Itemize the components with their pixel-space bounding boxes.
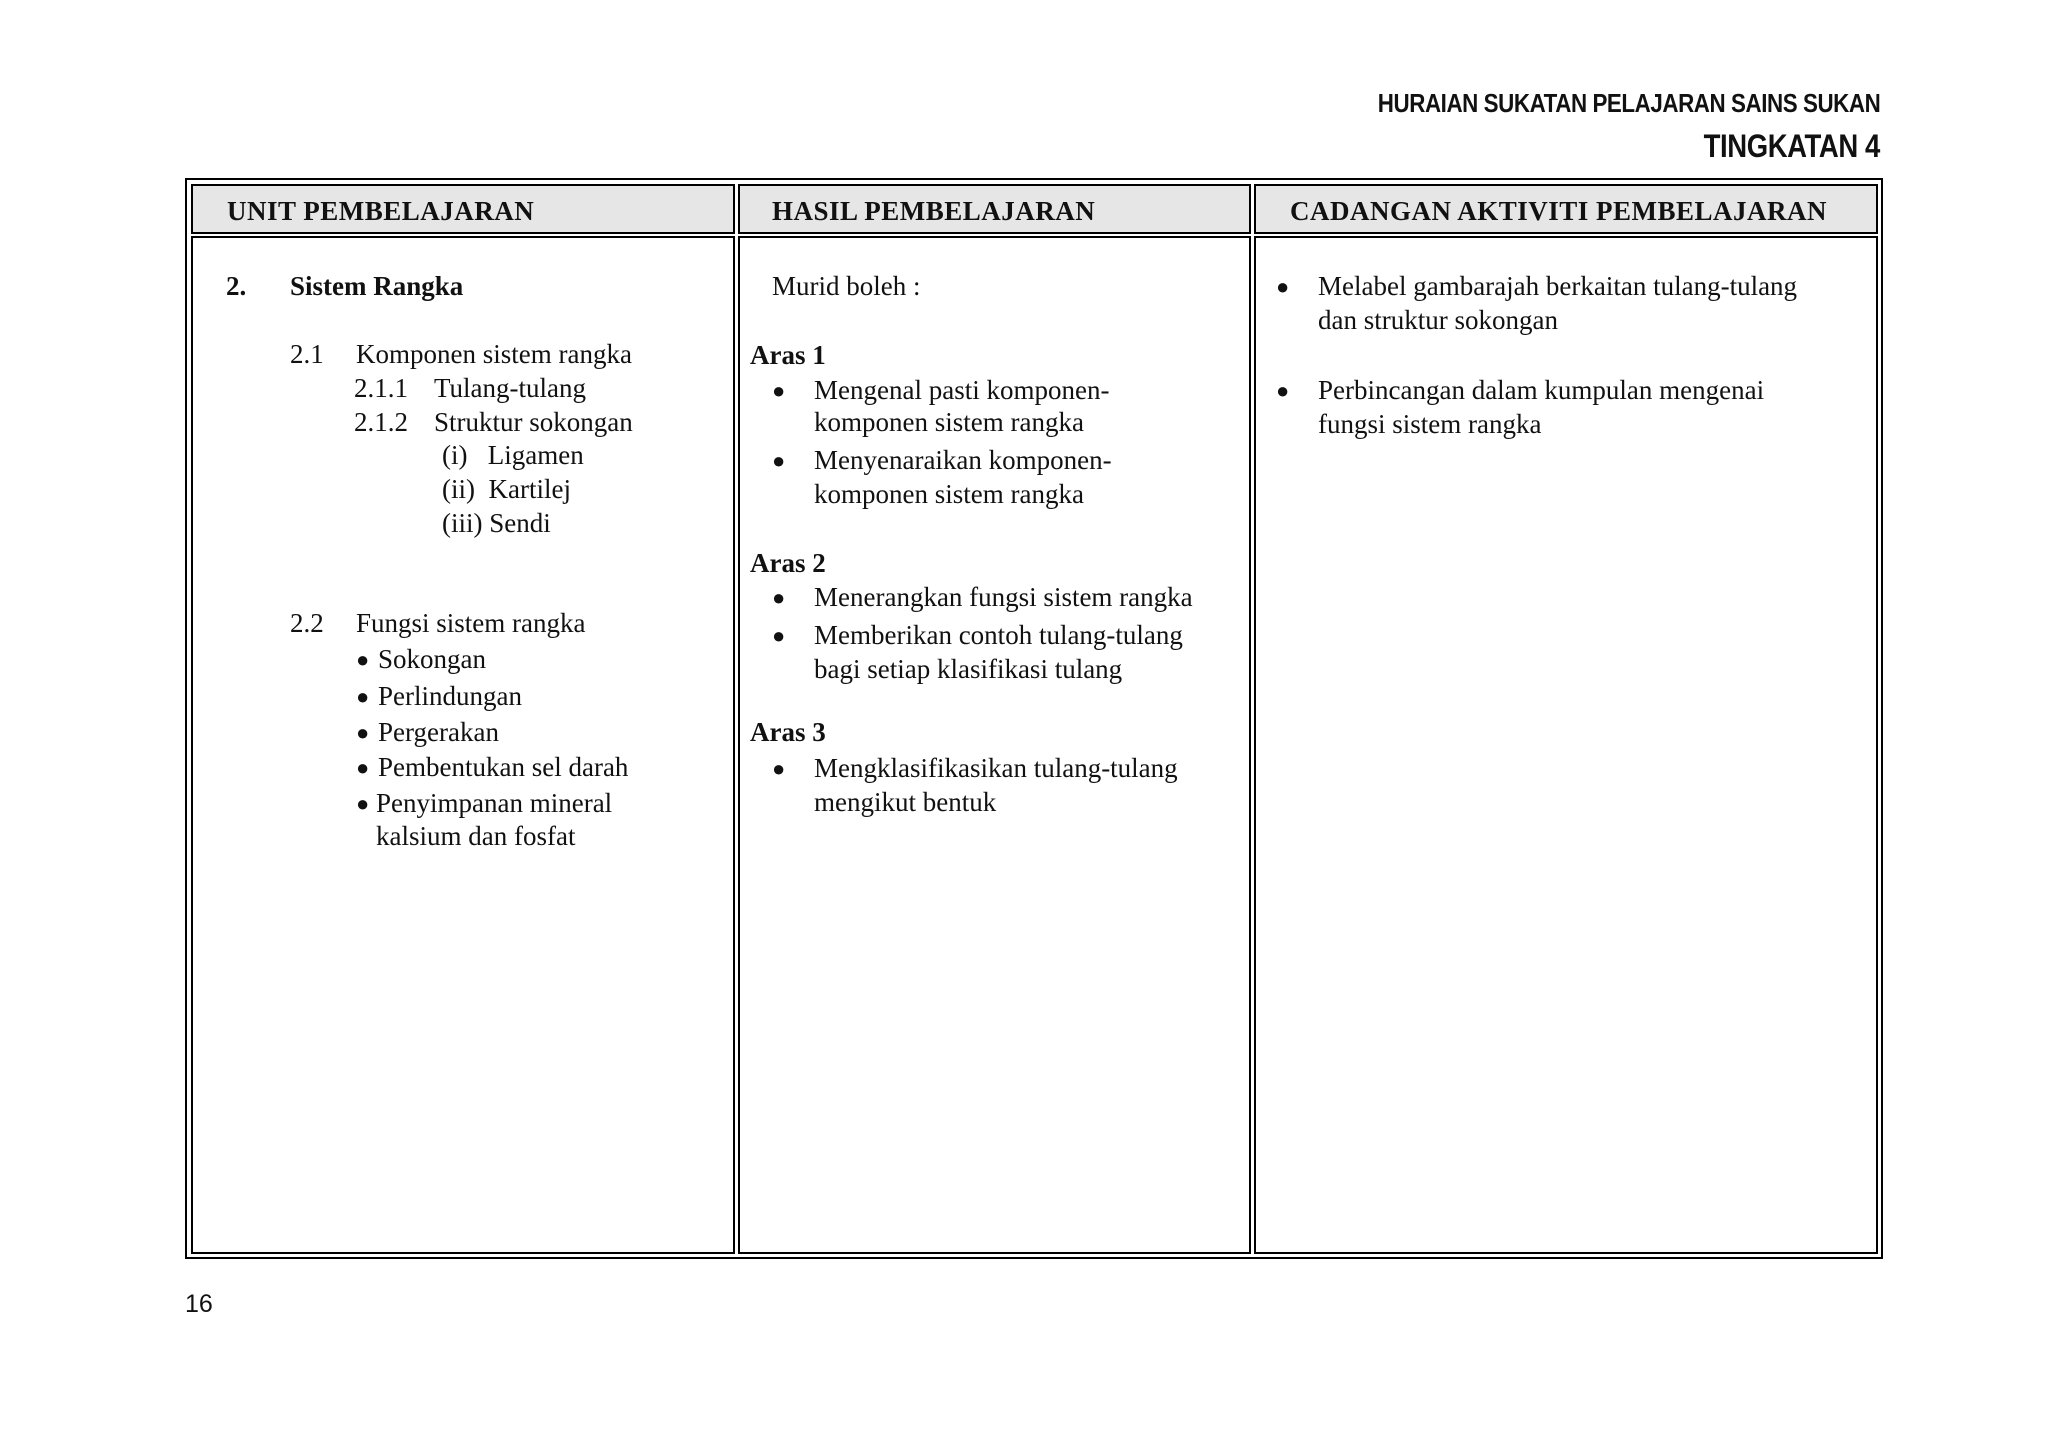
hasil-item: Memberikan contoh tulang-tulang: [814, 620, 1183, 650]
column-header-label: CADANGAN AKTIVITI PEMBELAJARAN: [1290, 196, 1828, 226]
document-header-subtitle: TINGKATAN 4: [1703, 128, 1880, 164]
list-item: (i) Ligamen: [442, 440, 584, 470]
bullet-icon: ●: [356, 647, 370, 672]
hasil-item: Menyenaraikan komponen-: [814, 445, 1112, 475]
bullet-icon: ●: [772, 756, 786, 781]
subsection-number: 2.1.2: [354, 407, 408, 437]
list-item: Perlindungan: [378, 681, 522, 711]
subsection-title: Struktur sokongan: [434, 407, 633, 437]
bullet-icon: ●: [772, 585, 786, 610]
aktiviti-item: Melabel gambarajah berkaitan tulang-tulang: [1318, 271, 1798, 301]
hasil-item-continuation: komponen sistem rangka: [814, 407, 1084, 437]
subsection-title: Tulang-tulang: [434, 373, 587, 403]
section-title: Fungsi sistem rangka: [356, 608, 586, 638]
list-item: Pembentukan sel darah: [378, 752, 629, 782]
aktiviti-item: Perbincangan dalam kumpulan mengenai: [1318, 375, 1765, 405]
bullet-icon: ●: [1276, 274, 1290, 299]
bullet-icon: ●: [1276, 378, 1290, 403]
column-header-label: HASIL PEMBELAJARAN: [772, 196, 1096, 226]
aras-label: Aras 1: [750, 340, 826, 370]
list-item: Sokongan: [378, 644, 486, 674]
bullet-icon: ●: [772, 623, 786, 648]
unit-number: 2.: [226, 271, 247, 301]
bullet-icon: ●: [772, 378, 786, 403]
hasil-item: Mengklasifikasikan tulang-tulang: [814, 753, 1178, 783]
hasil-item-continuation: mengikut bentuk: [814, 787, 997, 817]
list-item: Pergerakan: [378, 717, 499, 747]
list-item: (iii) Sendi: [442, 508, 551, 538]
hasil-intro: Murid boleh :: [772, 271, 921, 301]
column-header-aktiviti: [1254, 184, 1878, 234]
list-item: Penyimpanan mineral: [376, 788, 613, 818]
hasil-item-continuation: komponen sistem rangka: [814, 479, 1084, 509]
section-title: Komponen sistem rangka: [356, 339, 632, 369]
bullet-icon: ●: [356, 755, 370, 780]
aktiviti-item-continuation: fungsi sistem rangka: [1318, 409, 1542, 439]
section-number: 2.2: [290, 608, 324, 638]
list-item: (ii) Kartilej: [442, 474, 571, 504]
page-number: 16: [185, 1290, 213, 1318]
column-header-hasil: [738, 184, 1251, 234]
hasil-item: Menerangkan fungsi sistem rangka: [814, 582, 1193, 612]
bullet-icon: ●: [356, 720, 370, 745]
unit-title: Sistem Rangka: [290, 271, 464, 301]
bullet-icon: ●: [356, 791, 370, 816]
document-header-title: HURAIAN SUKATAN PELAJARAN SAINS SUKAN: [1377, 88, 1880, 118]
aras-label: Aras 3: [750, 717, 826, 747]
section-number: 2.1: [290, 339, 324, 369]
column-header-unit: [191, 184, 735, 234]
hasil-item: Mengenal pasti komponen-: [814, 375, 1110, 405]
hasil-item-continuation: bagi setiap klasifikasi tulang: [814, 654, 1123, 684]
bullet-icon: ●: [356, 684, 370, 709]
aktiviti-item-continuation: dan struktur sokongan: [1318, 305, 1558, 335]
bullet-icon: ●: [772, 448, 786, 473]
column-header-label: UNIT PEMBELAJARAN: [227, 196, 535, 226]
aras-label: Aras 2: [750, 548, 826, 578]
list-item-continuation: kalsium dan fosfat: [376, 821, 576, 851]
subsection-number: 2.1.1: [354, 373, 408, 403]
